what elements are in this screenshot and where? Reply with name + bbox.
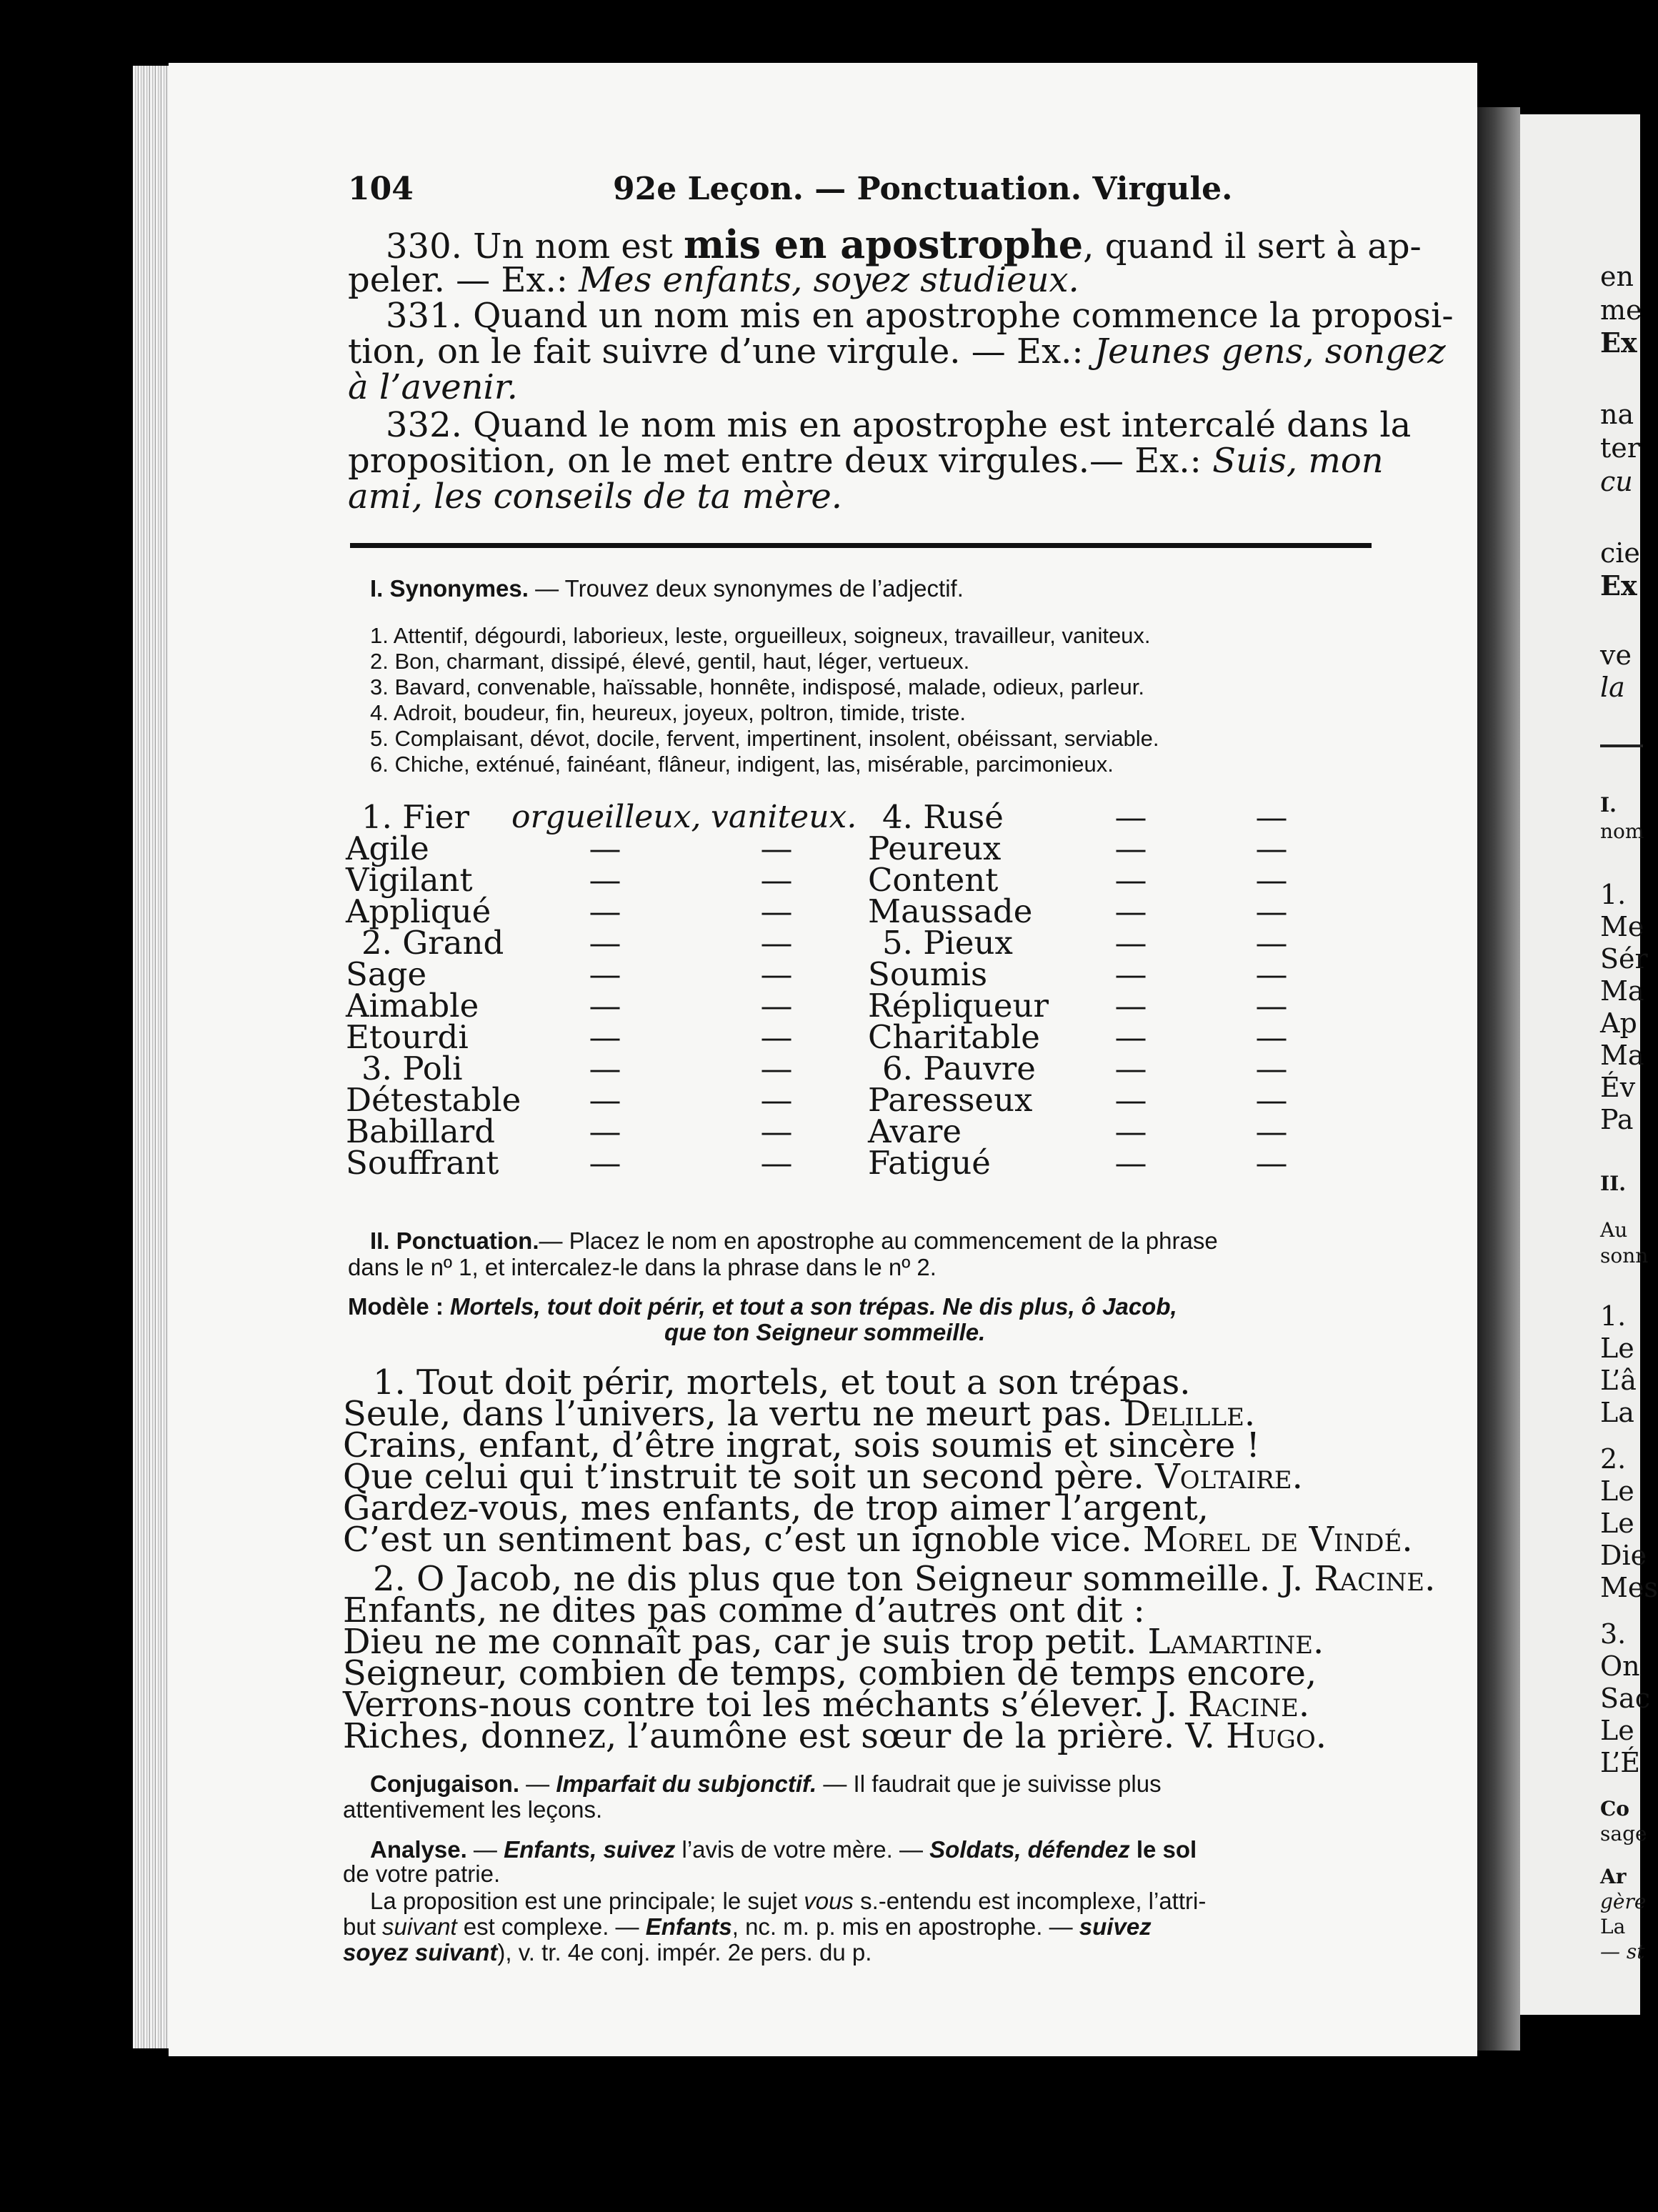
- rule-332-example: ami, les conseils de ta mère.: [348, 477, 843, 517]
- next-page-strip: [1520, 114, 1658, 2015]
- poem-line: Dieu ne me connaît pas, car je suis trop petit. Lamartine.: [343, 1622, 1324, 1662]
- blank-dash: —: [1255, 861, 1288, 899]
- blank-dash: —: [589, 987, 621, 1025]
- dash-column: [1247, 798, 1297, 1182]
- analyse-para-1: La proposition est une principale; le sujet vous s.-entendu est incomplexe, l’attri-: [370, 1888, 1207, 1914]
- blank-dash: —: [1114, 1050, 1147, 1087]
- next-fragment: Ar: [1600, 1865, 1627, 1888]
- blank-dash: —: [1255, 924, 1288, 962]
- next-fragment: — st: [1600, 1940, 1645, 1963]
- next-fragment: La: [1600, 1397, 1634, 1428]
- next-fragment: Ap: [1600, 1007, 1637, 1039]
- next-fragment: ter: [1600, 432, 1640, 464]
- next-fragment: Ex: [1600, 327, 1637, 359]
- poem-line: C’est un sentiment bas, c’est un ignoble vice. Morel de Vindé.: [343, 1520, 1413, 1560]
- blank-dash: —: [1114, 861, 1147, 899]
- next-fragment: 3.: [1600, 1618, 1627, 1650]
- example-answer-2: vaniteux.: [711, 799, 857, 835]
- blank-dash: —: [1255, 1144, 1288, 1182]
- word: Paresseux: [868, 1081, 1033, 1119]
- next-fragment: Sér: [1600, 943, 1648, 975]
- word: Avare: [868, 1112, 962, 1150]
- rule-331: 331. Quand un nom mis en apostrophe commence la proposi-: [386, 296, 1454, 336]
- dash-column: [751, 830, 801, 1182]
- blank-dash: —: [589, 1018, 621, 1056]
- word: 2. Grand: [361, 924, 504, 962]
- model-line-2: que ton Seigneur sommeille.: [664, 1319, 986, 1345]
- next-fragment: Me: [1600, 911, 1644, 942]
- next-fragment: Ex: [1600, 569, 1637, 602]
- blank-dash: —: [1114, 1112, 1147, 1150]
- dash-column: [1106, 798, 1156, 1182]
- book-gutter: [1477, 107, 1520, 2051]
- word: Sage: [346, 955, 427, 993]
- next-rule: [1600, 744, 1643, 747]
- word: Etourdi: [346, 1018, 469, 1056]
- blank-dash: —: [1255, 892, 1288, 930]
- next-fragment: II.: [1600, 1172, 1626, 1195]
- blank-dash: —: [1114, 1018, 1147, 1056]
- word: 6. Pauvre: [882, 1050, 1036, 1087]
- blank-dash: —: [589, 830, 621, 867]
- next-fragment: ve: [1600, 639, 1632, 671]
- page-title: 92e Leçon. — Ponctuation. Virgule.: [613, 171, 1233, 207]
- word: Souffrant: [346, 1144, 499, 1182]
- model-line: Modèle : Mortels, tout doit périr, et tout a son trépas. Ne dis plus, ô Jacob,: [348, 1293, 1177, 1320]
- next-fragment: Mes: [1600, 1572, 1658, 1603]
- analyse-line-2: de votre patrie.: [343, 1860, 501, 1887]
- blank-dash: —: [760, 924, 793, 962]
- synonym-list: 3. Bavard, convenable, haïssable, honnête, indisposé, malade, odieux, parleur.: [370, 674, 1145, 699]
- synonym-list: 6. Chiche, exténué, fainéant, flâneur, indigent, las, misérable, parcimonieux.: [370, 752, 1114, 777]
- word: Appliqué: [346, 892, 491, 930]
- blank-dash: —: [1114, 955, 1147, 993]
- synonym-list: 2. Bon, charmant, dissipé, élevé, gentil, haut, léger, vertueux.: [370, 649, 970, 674]
- next-fragment: On: [1600, 1650, 1640, 1682]
- poem-line: Enfants, ne dites pas comme d’autres ont dit :: [343, 1590, 1145, 1630]
- blank-dash: —: [1255, 1112, 1288, 1150]
- blank-dash: —: [589, 1144, 621, 1182]
- next-fragment: L’É: [1600, 1747, 1640, 1778]
- blank-dash: —: [589, 924, 621, 962]
- poem-line: 2. O Jacob, ne dis plus que ton Seigneur sommeille. J. Racine.: [373, 1559, 1436, 1599]
- dash-column: [580, 830, 630, 1182]
- word: Détestable: [346, 1081, 521, 1119]
- blank-dash: —: [1255, 1018, 1288, 1056]
- blank-dash: —: [1114, 924, 1147, 962]
- blank-dash: —: [589, 1050, 621, 1087]
- poem-line: Crains, enfant, d’être ingrat, sois soumis et sincère !: [343, 1425, 1260, 1465]
- word: Aimable: [346, 987, 479, 1025]
- word: Répliqueur: [868, 987, 1049, 1025]
- ponctuation-instruction: dans le nº 1, et intercalez-le dans la phrase dans le nº 2.: [348, 1254, 937, 1280]
- blank-dash: —: [760, 861, 793, 899]
- next-fragment: Le: [1600, 1508, 1634, 1539]
- poem-line: 1. Tout doit périr, mortels, et tout a son trépas.: [373, 1362, 1191, 1403]
- next-fragment: Pa: [1600, 1104, 1634, 1135]
- synonym-list: 1. Attentif, dégourdi, laborieux, leste, orgueilleux, soigneux, travailleur, vaniteux.: [370, 623, 1151, 648]
- blank-dash: —: [1255, 987, 1288, 1025]
- next-fragment: Sac: [1600, 1683, 1650, 1714]
- blank-dash: —: [760, 987, 793, 1025]
- poem-line: Seule, dans l’univers, la vertu ne meurt pas. Delille.: [343, 1394, 1256, 1434]
- rule-330: 330. Un nom est mis en apostrophe, quand il sert à ap-: [386, 221, 1422, 267]
- next-fragment: La: [1600, 1915, 1626, 1938]
- synonym-list: 5. Complaisant, dévot, docile, fervent, impertinent, insolent, obéissant, serviable.: [370, 726, 1159, 751]
- next-fragment: Co: [1600, 1797, 1629, 1820]
- next-fragment: Le: [1600, 1715, 1634, 1746]
- blank-dash: —: [1255, 955, 1288, 993]
- next-fragment: Ma: [1600, 975, 1644, 1007]
- blank-dash: —: [589, 861, 621, 899]
- blank-dash: —: [760, 1081, 793, 1119]
- blank-dash: —: [589, 892, 621, 930]
- rule-331-cont: tion, on le fait suivre d’une virgule. — Ex.: Jeunes gens, songez: [348, 332, 1446, 372]
- word: Content: [868, 861, 999, 899]
- next-fragment: 1.: [1600, 1300, 1627, 1332]
- blank-dash: —: [1114, 892, 1147, 930]
- next-fragment: I.: [1600, 793, 1617, 817]
- word: Agile: [346, 830, 429, 867]
- next-fragment: Ma: [1600, 1040, 1644, 1071]
- rule-331-example: à l’avenir.: [348, 367, 518, 407]
- analyse-para-3: soyez suivant), v. tr. 4e conj. impér. 2e pers. du p.: [343, 1939, 872, 1966]
- blank-dash: —: [1114, 1081, 1147, 1119]
- next-fragment: nom: [1600, 819, 1644, 843]
- page-number: 104: [348, 171, 414, 207]
- word: Peureux: [868, 830, 1002, 867]
- blank-dash: —: [1255, 798, 1288, 836]
- blank-dash: —: [760, 1018, 793, 1056]
- poem-line: Que celui qui t’instruit te soit un second père. Voltaire.: [343, 1457, 1303, 1497]
- next-fragment: Év: [1600, 1072, 1636, 1103]
- word: Soumis: [868, 955, 988, 993]
- blank-dash: —: [589, 1112, 621, 1150]
- next-fragment: gère: [1600, 1890, 1647, 1913]
- blank-dash: —: [1114, 987, 1147, 1025]
- blank-dash: —: [760, 1112, 793, 1150]
- blank-dash: —: [1255, 830, 1288, 867]
- exercise-left-words: [346, 798, 521, 1182]
- section-divider: [350, 543, 1372, 548]
- next-fragment: 1.: [1600, 879, 1627, 910]
- conjugaison-line-2: attentivement les leçons.: [343, 1796, 603, 1823]
- synonymes-heading: I. Synonymes. — Trouvez deux synonymes de l’adjectif.: [370, 575, 964, 602]
- next-fragment: me: [1600, 294, 1642, 326]
- word: 5. Pieux: [882, 924, 1013, 962]
- poem-line: Verrons-nous contre toi les méchants s’élever. J. Racine.: [343, 1685, 1310, 1725]
- word: Charitable: [868, 1018, 1040, 1056]
- blank-dash: —: [760, 1144, 793, 1182]
- poem-line: Gardez-vous, mes enfants, de trop aimer l’argent,: [343, 1488, 1209, 1528]
- blank-dash: —: [589, 1081, 621, 1119]
- conjugaison-line: Conjugaison. — Imparfait du subjonctif. — Il faudrait que je suivisse plus: [370, 1770, 1162, 1797]
- exercise-right-words: [868, 798, 1049, 1182]
- blank-dash: —: [760, 830, 793, 867]
- word: Babillard: [346, 1112, 496, 1150]
- blank-dash: —: [1255, 1081, 1288, 1119]
- poem-line: Riches, donnez, l’aumône est sœur de la prière. V. Hugo.: [343, 1716, 1327, 1756]
- rule-332-cont: proposition, on le met entre deux virgules.— Ex.: Suis, mon: [348, 441, 1384, 481]
- rule-330-cont: peler. — Ex.: Mes enfants, soyez studieux.: [348, 260, 1079, 300]
- next-fragment: sonn: [1600, 1244, 1649, 1267]
- blank-dash: —: [1255, 1050, 1288, 1087]
- analyse-line: Analyse. — Enfants, suivez l’avis de votre mère. — Soldats, défendez le sol: [370, 1836, 1197, 1863]
- word: 3. Poli: [361, 1050, 463, 1087]
- next-fragment: en: [1600, 261, 1634, 292]
- blank-dash: —: [760, 1050, 793, 1087]
- ponctuation-heading: II. Ponctuation.— Placez le nom en apostrophe au commencement de la phrase: [370, 1227, 1218, 1254]
- word: Fatigué: [868, 1144, 991, 1182]
- synonym-list: 4. Adroit, boudeur, fin, heureux, joyeux, poltron, timide, triste.: [370, 700, 967, 725]
- blank-dash: —: [1114, 830, 1147, 867]
- rule-332: 332. Quand le nom mis en apostrophe est intercalé dans la: [386, 405, 1412, 445]
- next-fragment: Die: [1600, 1540, 1647, 1571]
- next-fragment: la: [1600, 672, 1625, 703]
- next-fragment: L’â: [1600, 1365, 1637, 1396]
- blank-dash: —: [1114, 1144, 1147, 1182]
- example-answer-1: orgueilleux,: [511, 799, 701, 835]
- next-fragment: sage: [1600, 1822, 1647, 1845]
- word: Vigilant: [346, 861, 473, 899]
- next-fragment: cie: [1600, 537, 1640, 569]
- blank-dash: —: [760, 892, 793, 930]
- next-fragment: 2.: [1600, 1443, 1627, 1475]
- poem-line: Seigneur, combien de temps, combien de temps encore,: [343, 1653, 1317, 1693]
- next-fragment: Le: [1600, 1475, 1634, 1507]
- next-fragment: Au: [1600, 1218, 1628, 1242]
- next-fragment: Le: [1600, 1332, 1634, 1364]
- blank-dash: —: [1114, 798, 1147, 836]
- word: Maussade: [868, 892, 1033, 930]
- blank-dash: —: [589, 955, 621, 993]
- blank-dash: —: [760, 955, 793, 993]
- word: 1. Fier: [361, 798, 469, 836]
- next-fragment: cu: [1600, 466, 1633, 497]
- next-fragment: na: [1600, 399, 1634, 430]
- analyse-para-2: but suivant est complexe. — Enfants, nc. m. p. mis en apostrophe. — suivez: [343, 1913, 1152, 1940]
- word: 4. Rusé: [882, 798, 1004, 836]
